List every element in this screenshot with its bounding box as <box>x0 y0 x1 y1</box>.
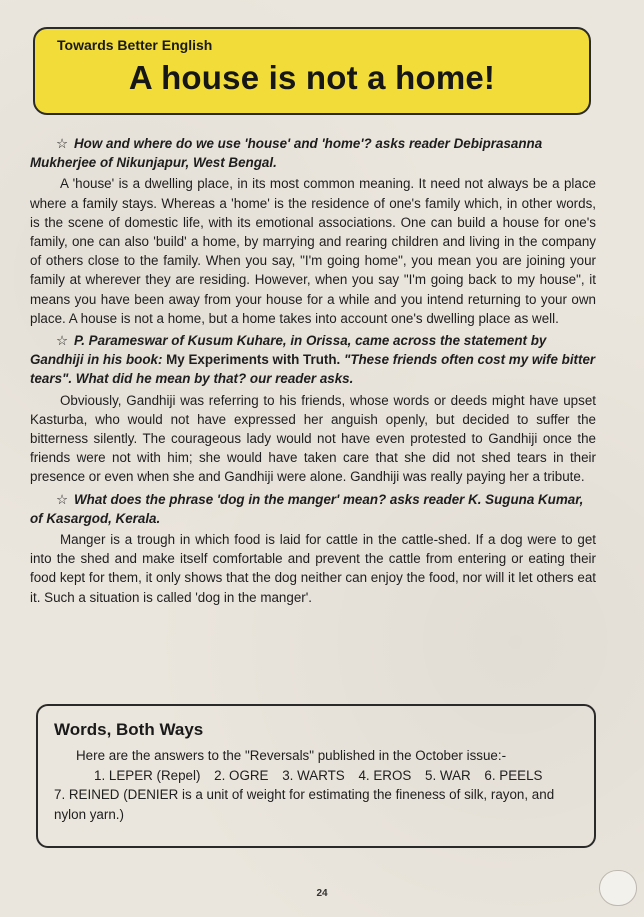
question-1: ☆ How and where do we use 'house' and 'home'? asks reader Debiprasanna Mukherjee of Nikunjapur, West Bengal. <box>30 136 543 171</box>
header-panel <box>33 27 591 115</box>
page-title: A house is not a home! <box>128 59 496 96</box>
question-2: ☆ P. Parameswar of Kusum Kuhare, in Orissa, came across the statement by Gandhiji in his book: My Experiments with Truth. "These friends often cost my wife bitter tears". What did he mean by that? our reader asks. <box>30 333 596 387</box>
answer-item: 6. PEELS <box>484 767 543 783</box>
star-icon: ☆ <box>56 136 69 151</box>
words-both-ways-panel <box>36 704 596 848</box>
answer-2: Obviously, Gandhiji was referring to his friends, whose words or deeds might have upset Kasturba, who would not have expressed her anguish openly, but decided to suffer the bitterness silently. The courageous lady would not have even protested to Gandhiji once the friends were not with him; she would have taken care that she did not shed tears in their presence or even when she and Gandhiji were alone. Gandhiji was really paying her a tribute. <box>30 392 596 485</box>
qa-block-3 <box>30 490 596 607</box>
answer-item: 4. EROS <box>358 767 412 783</box>
series-label: Towards Better English <box>57 37 213 53</box>
qa-block-2 <box>30 331 596 487</box>
corner-logo <box>599 870 637 906</box>
answer-item: 5. WAR <box>425 767 471 783</box>
answer-1: A 'house' is a dwelling place, in its most common meaning. It need not always be a place where a family stays. Whereas a 'home' is the residence of one's family which, in other words, is the scene of domestic life, with its emotional associations. One can build a house for one's family, one can also 'build' a home, by marrying and rearing children and living in the company of others close to the family. When you say, "I'm going home", you mean you are joining your family at wherever they are residing. However, when you say "I'm going back to my house", it means you have been away from your house for a while and you intend returning to your own place. A house is not a home, but a home takes into account one's dwelling place as well. <box>30 176 596 326</box>
qa-block-1 <box>30 134 596 328</box>
answer-3: Manger is a trough in which food is laid for cattle in the cattle-shed. If a dog were to get into the shed and make itself comfortable and prevent the cattle from entering or eating their food kept for them, it only shows that the dog neither can enjoy the food, nor will it let others eat it. Such a situation is called 'dog in the manger'. <box>30 532 596 605</box>
words-intro: Here are the answers to the "Reversals" published in the October issue:- <box>76 748 507 763</box>
answer-item: 3. WARTS <box>282 767 345 783</box>
words-title: Words, Both Ways <box>54 720 204 739</box>
answer-item-7: 7. REINED (DENIER is a unit of weight for estimating the fineness of silk, rayon, and nylon yarn.) <box>54 787 555 822</box>
star-icon: ☆ <box>56 333 69 349</box>
star-icon: ☆ <box>56 491 69 507</box>
question-3: ☆ What does the phrase 'dog in the manger' mean? asks reader K. Suguna Kumar, of Kasargod, Kerala. <box>30 491 584 526</box>
article-body <box>30 134 596 610</box>
answer-item: 2. OGRE <box>214 767 269 783</box>
words-body <box>54 746 580 824</box>
page-number: 24 <box>316 888 328 899</box>
answer-item: 1. LEPER (Repel) <box>94 767 201 783</box>
answers-list <box>54 766 580 786</box>
